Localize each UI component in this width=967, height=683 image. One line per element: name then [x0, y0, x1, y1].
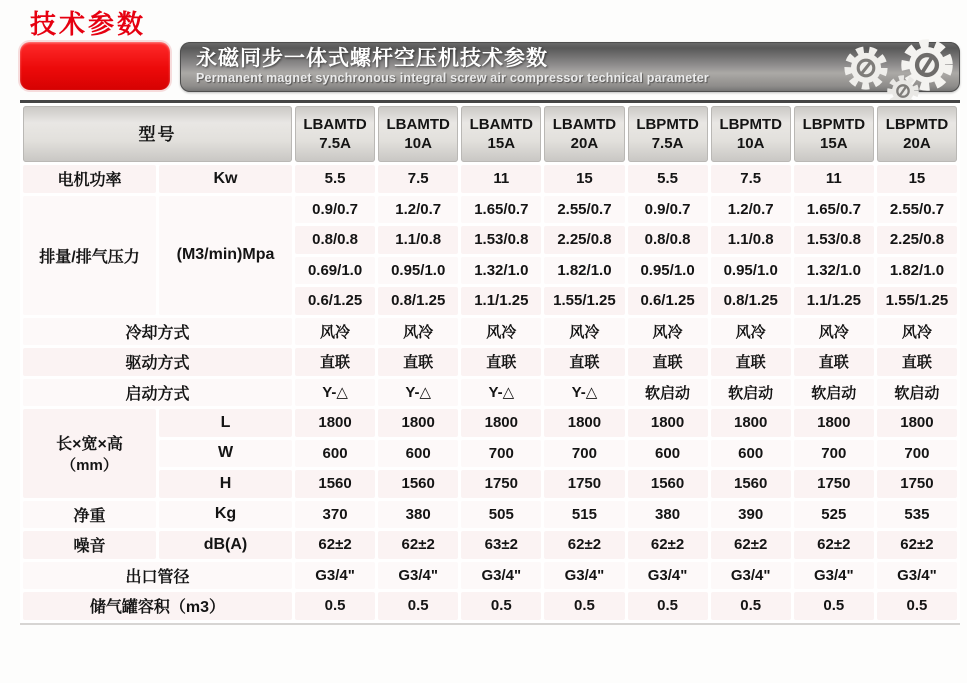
value-cell: 700 — [544, 440, 624, 468]
value-cell: 直联 — [711, 348, 791, 376]
value-cell: 软启动 — [877, 379, 957, 407]
spec-table-container — [20, 100, 960, 625]
value-cell: 风冷 — [628, 318, 708, 346]
value-cell: 62±2 — [877, 531, 957, 559]
value-cell: 风冷 — [877, 318, 957, 346]
row-label: 噪音 — [23, 531, 156, 559]
value-cell: 0.95/1.0 — [711, 257, 791, 285]
value-cell: 600 — [628, 440, 708, 468]
value-cell: 0.6/1.25 — [628, 287, 708, 315]
value-cell: 直联 — [295, 348, 375, 376]
row-unit: Kg — [159, 501, 292, 529]
row-label: 储气罐容积（m3） — [23, 592, 292, 620]
value-cell: 直联 — [544, 348, 624, 376]
value-cell: 0.8/1.25 — [378, 287, 458, 315]
value-cell: 1.65/0.7 — [794, 196, 874, 224]
value-cell: 11 — [461, 165, 541, 193]
value-cell: 2.25/0.8 — [877, 226, 957, 254]
value-cell: 1560 — [295, 470, 375, 498]
value-cell: 1800 — [461, 409, 541, 437]
value-cell: 1560 — [711, 470, 791, 498]
value-cell: 0.9/0.7 — [628, 196, 708, 224]
value-cell: G3/4" — [295, 562, 375, 590]
value-cell: Y-△ — [378, 379, 458, 407]
value-cell: 0.8/0.8 — [295, 226, 375, 254]
value-cell: 600 — [711, 440, 791, 468]
value-cell: 0.6/1.25 — [295, 287, 375, 315]
value-cell: 2.25/0.8 — [544, 226, 624, 254]
model-series: LBAMTD — [386, 116, 450, 133]
value-cell: 515 — [544, 501, 624, 529]
value-cell: 390 — [711, 501, 791, 529]
banner — [20, 42, 960, 92]
row-unit: W — [159, 440, 292, 468]
row-label-line2: （mm） — [61, 457, 118, 475]
value-cell: 1800 — [794, 409, 874, 437]
value-cell: 380 — [628, 501, 708, 529]
value-cell: 1.1/1.25 — [461, 287, 541, 315]
model-series: LBAMTD — [303, 116, 367, 133]
value-cell: 62±2 — [378, 531, 458, 559]
value-cell: 1.1/1.25 — [794, 287, 874, 315]
value-cell: 风冷 — [378, 318, 458, 346]
row-unit: (M3/min)Mpa — [159, 196, 292, 315]
value-cell: 1.82/1.0 — [544, 257, 624, 285]
row-label: 出口管径 — [23, 562, 292, 590]
spec-table — [20, 103, 960, 623]
value-cell: 7.5 — [711, 165, 791, 193]
value-cell: G3/4" — [461, 562, 541, 590]
value-cell: 1750 — [877, 470, 957, 498]
model-series: LBPMTD — [885, 116, 949, 133]
value-cell: 0.8/1.25 — [711, 287, 791, 315]
value-cell: 直联 — [378, 348, 458, 376]
value-cell: 直联 — [628, 348, 708, 376]
value-cell: 62±2 — [628, 531, 708, 559]
value-cell: 1.1/0.8 — [711, 226, 791, 254]
model-series: LBAMTD — [469, 116, 533, 133]
value-cell: 62±2 — [295, 531, 375, 559]
value-cell: 62±2 — [711, 531, 791, 559]
value-cell: 1.55/1.25 — [544, 287, 624, 315]
value-cell: 5.5 — [295, 165, 375, 193]
value-cell: 63±2 — [461, 531, 541, 559]
value-cell: 0.9/0.7 — [295, 196, 375, 224]
value-cell: 0.8/0.8 — [628, 226, 708, 254]
value-cell: 15 — [544, 165, 624, 193]
model-series: LBPMTD — [719, 116, 782, 133]
value-cell: 535 — [877, 501, 957, 529]
value-cell: 风冷 — [794, 318, 874, 346]
model-header-cell — [461, 106, 541, 162]
banner-title-en: Permanent magnet synchronous integral screw air compressor technical parameter — [196, 71, 709, 85]
model-header-cell — [794, 106, 874, 162]
model-size: 10A — [736, 135, 765, 152]
value-cell: 直联 — [461, 348, 541, 376]
value-cell: 2.55/0.7 — [877, 196, 957, 224]
value-cell: G3/4" — [378, 562, 458, 590]
value-cell: 62±2 — [544, 531, 624, 559]
model-size: 10A — [404, 135, 432, 152]
value-cell: G3/4" — [877, 562, 957, 590]
value-cell: 700 — [794, 440, 874, 468]
gear-cluster — [838, 36, 958, 102]
model-size: 15A — [487, 135, 516, 152]
value-cell: 370 — [295, 501, 375, 529]
value-cell: 1.53/0.8 — [794, 226, 874, 254]
value-cell: 软启动 — [794, 379, 874, 407]
model-size: 7.5A — [319, 135, 351, 152]
value-cell: 1800 — [544, 409, 624, 437]
value-cell: G3/4" — [628, 562, 708, 590]
model-header-cell — [378, 106, 458, 162]
row-label: 电机功率 — [23, 165, 156, 193]
row-label: 驱动方式 — [23, 348, 292, 376]
value-cell: 0.95/1.0 — [628, 257, 708, 285]
value-cell: Y-△ — [295, 379, 375, 407]
value-cell: 1560 — [378, 470, 458, 498]
value-cell: 600 — [295, 440, 375, 468]
value-cell: 1.32/1.0 — [461, 257, 541, 285]
value-cell: 15 — [877, 165, 957, 193]
model-header-cell — [877, 106, 957, 162]
value-cell: 0.5 — [378, 592, 458, 620]
value-cell: 0.5 — [794, 592, 874, 620]
value-cell: 525 — [794, 501, 874, 529]
row-label: 净重 — [23, 501, 156, 529]
banner-title-bar — [180, 42, 960, 92]
value-cell: 1800 — [628, 409, 708, 437]
model-size: 20A — [570, 135, 599, 152]
value-cell: 风冷 — [544, 318, 624, 346]
model-size: 20A — [903, 135, 931, 152]
value-cell: Y-△ — [544, 379, 624, 407]
row-unit: dB(A) — [159, 531, 292, 559]
value-cell: 软启动 — [711, 379, 791, 407]
value-cell: 0.5 — [544, 592, 624, 620]
model-size: 15A — [820, 135, 848, 152]
value-cell: 1750 — [544, 470, 624, 498]
model-header-cell — [711, 106, 791, 162]
model-series: LBPMTD — [636, 116, 699, 133]
value-cell: 0.5 — [461, 592, 541, 620]
value-cell: 0.95/1.0 — [378, 257, 458, 285]
value-cell: 1.2/0.7 — [378, 196, 458, 224]
value-cell: 7.5 — [378, 165, 458, 193]
value-cell: 1800 — [378, 409, 458, 437]
value-cell: 风冷 — [711, 318, 791, 346]
value-cell: 直联 — [794, 348, 874, 376]
value-cell: 1560 — [628, 470, 708, 498]
value-cell: 1800 — [877, 409, 957, 437]
row-unit: Kw — [159, 165, 292, 193]
row-label-line1: 长×宽×高 — [56, 436, 123, 454]
value-cell: 0.5 — [877, 592, 957, 620]
row-label: 启动方式 — [23, 379, 292, 407]
value-cell: G3/4" — [711, 562, 791, 590]
value-cell: 1.2/0.7 — [711, 196, 791, 224]
value-cell: 62±2 — [794, 531, 874, 559]
model-header-cell — [628, 106, 708, 162]
value-cell: 0.5 — [295, 592, 375, 620]
model-header-cell — [295, 106, 375, 162]
row-label: 排量/排气压力 — [23, 196, 156, 315]
value-cell: G3/4" — [794, 562, 874, 590]
value-cell: G3/4" — [544, 562, 624, 590]
value-cell: 0.5 — [711, 592, 791, 620]
value-cell: 2.55/0.7 — [544, 196, 624, 224]
value-cell: 风冷 — [295, 318, 375, 346]
row-unit: L — [159, 409, 292, 437]
value-cell: 380 — [378, 501, 458, 529]
value-cell: 1750 — [794, 470, 874, 498]
model-size: 7.5A — [651, 135, 684, 152]
value-cell: 700 — [461, 440, 541, 468]
model-series: LBAMTD — [552, 116, 617, 133]
value-cell: 1.53/0.8 — [461, 226, 541, 254]
row-label — [23, 409, 156, 498]
value-cell: 1800 — [711, 409, 791, 437]
value-cell: 1.32/1.0 — [794, 257, 874, 285]
value-cell: 直联 — [877, 348, 957, 376]
value-cell: 5.5 — [628, 165, 708, 193]
value-cell: 1.55/1.25 — [877, 287, 957, 315]
value-cell: Y-△ — [461, 379, 541, 407]
model-header-label: 型号 — [23, 106, 292, 162]
section-title: 技术参数 — [30, 9, 147, 39]
value-cell: 1750 — [461, 470, 541, 498]
value-cell: 600 — [378, 440, 458, 468]
value-cell: 0.69/1.0 — [295, 257, 375, 285]
value-cell: 505 — [461, 501, 541, 529]
model-series: LBPMTD — [802, 116, 866, 133]
banner-title-zh: 永磁同步一体式螺杆空压机技术参数 — [196, 47, 548, 70]
value-cell: 11 — [794, 165, 874, 193]
row-label: 冷却方式 — [23, 318, 292, 346]
model-header-cell — [544, 106, 624, 162]
red-badge — [20, 42, 170, 90]
value-cell: 1.1/0.8 — [378, 226, 458, 254]
value-cell: 风冷 — [461, 318, 541, 346]
value-cell: 1.65/0.7 — [461, 196, 541, 224]
value-cell: 1800 — [295, 409, 375, 437]
value-cell: 700 — [877, 440, 957, 468]
value-cell: 软启动 — [628, 379, 708, 407]
value-cell: 1.82/1.0 — [877, 257, 957, 285]
row-unit: H — [159, 470, 292, 498]
value-cell: 0.5 — [628, 592, 708, 620]
